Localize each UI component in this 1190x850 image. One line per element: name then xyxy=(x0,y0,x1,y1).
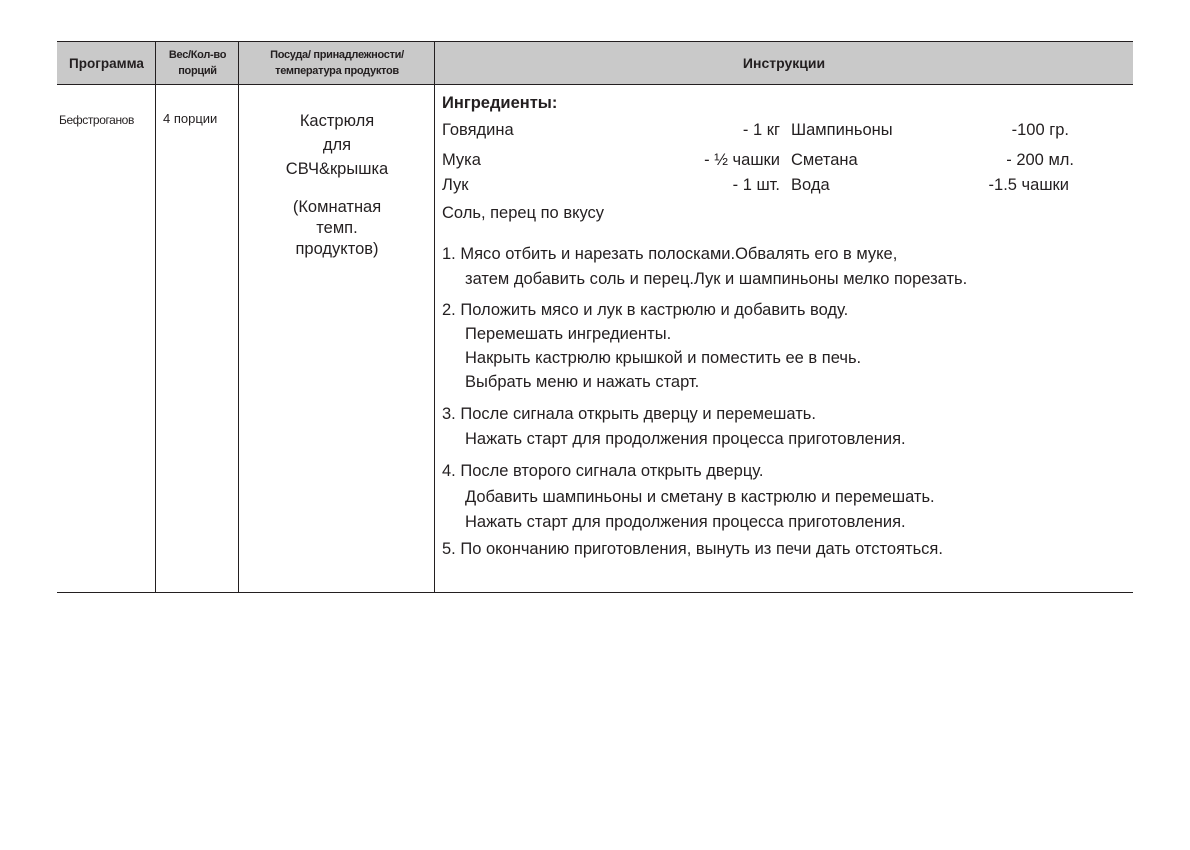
ingredient-name: Вода xyxy=(791,176,830,194)
temperature-line: продуктов) xyxy=(295,240,379,258)
header-dish-line1: Посуда/ принадлежности/ xyxy=(270,49,404,61)
step-line: 3. После сигнала открыть дверцу и перемешать. xyxy=(442,405,816,423)
cookware-cell xyxy=(239,109,435,260)
step-line: затем добавить соль и перец.Лук и шампиньоны мелко порезать. xyxy=(465,270,968,288)
column-divider xyxy=(155,42,156,592)
ingredient-amount: -1.5 чашки xyxy=(988,176,1069,194)
header-weight-line1: Вес/Кол-во xyxy=(168,49,227,61)
recipe-table xyxy=(57,41,1133,593)
step-line: 4. После второго сигнала открыть дверцу. xyxy=(442,462,764,480)
program-name: Бефстроганов xyxy=(59,113,134,127)
header-program: Программа xyxy=(69,55,144,71)
step-line: Добавить шампиньоны и сметану в кастрюлю и перемешать. xyxy=(465,488,935,506)
ingredient-amount: - 200 мл. xyxy=(1006,151,1074,169)
ingredient-amount: - ½ чашки xyxy=(704,151,780,169)
seasoning-note: Соль, перец по вкусу xyxy=(442,204,605,222)
header-weight-line2: порций xyxy=(178,65,217,77)
ingredient-name: Шампиньоны xyxy=(791,121,893,139)
header-dish-line2: температура продуктов xyxy=(275,65,399,77)
ingredient-amount: - 1 кг xyxy=(742,121,780,139)
ingredient-name: Говядина xyxy=(442,121,514,139)
ingredient-amount: - 1 шт. xyxy=(732,176,780,194)
cookware-line: СВЧ&крышка xyxy=(285,160,389,178)
header-dish xyxy=(239,42,435,84)
step-line: 1. Мясо отбить и нарезать полосками.Обвалять его в муке, xyxy=(442,245,898,263)
step-line: 2. Положить мясо и лук в кастрюлю и добавить воду. xyxy=(442,301,849,319)
ingredient-name: Лук xyxy=(442,176,469,194)
step-line: Накрыть кастрюлю крышкой и поместить ее в печь. xyxy=(465,349,862,367)
step-line: Выбрать меню и нажать старт. xyxy=(465,373,700,391)
header-weight xyxy=(156,42,239,84)
header-instructions: Инструкции xyxy=(742,55,826,71)
cookware-line: для xyxy=(322,136,352,154)
step-line: Нажать старт для продолжения процесса приготовления. xyxy=(465,430,906,448)
step-line: 5. По окончанию приготовления, вынуть из печи дать отстояться. xyxy=(442,540,943,558)
ingredient-name: Сметана xyxy=(791,151,858,169)
portion-count: 4 порции xyxy=(163,111,218,126)
temperature-line: темп. xyxy=(316,219,358,237)
step-line: Перемешать ингредиенты. xyxy=(465,325,672,343)
ingredient-name: Мука xyxy=(442,151,481,169)
table-header xyxy=(57,42,1133,85)
ingredient-amount: -100 гр. xyxy=(1011,121,1069,139)
cookware-line: Кастрюля xyxy=(299,112,375,130)
ingredients-title: Ингредиенты: xyxy=(442,94,558,112)
step-line: Нажать старт для продолжения процесса приготовления. xyxy=(465,513,906,531)
temperature-line: (Комнатная xyxy=(292,198,382,216)
